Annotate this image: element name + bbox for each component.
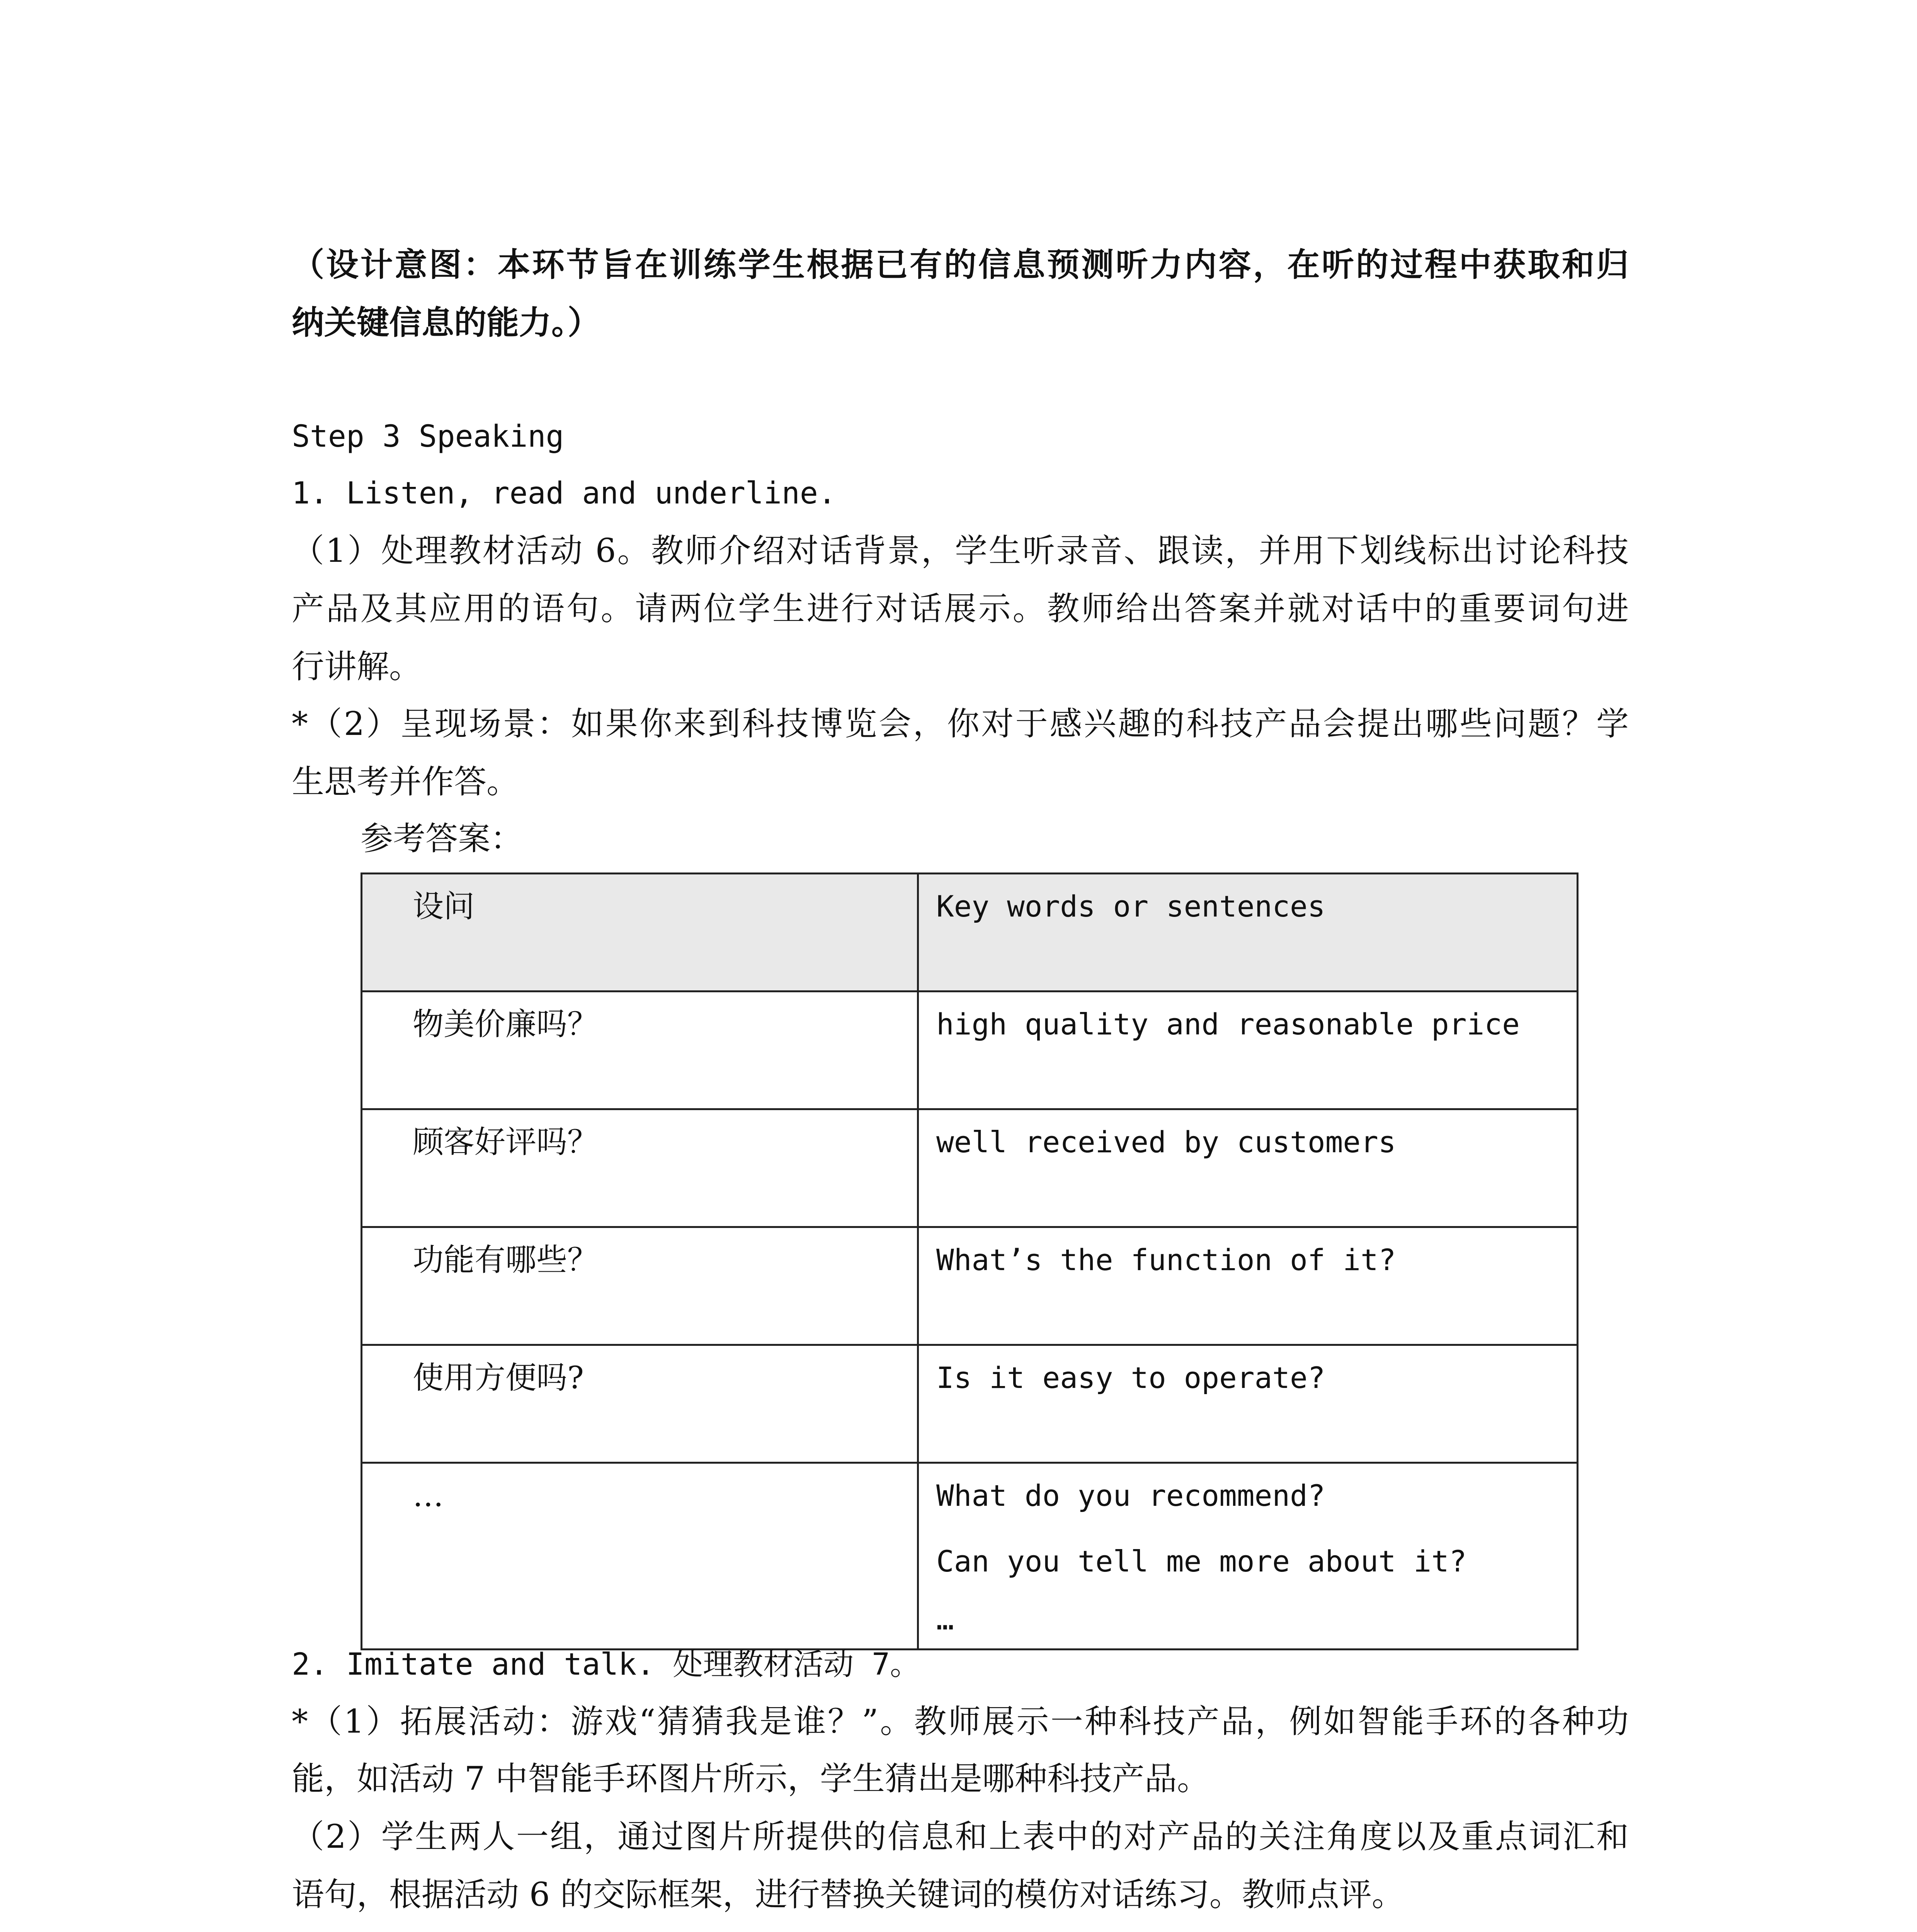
table-cell-question: 功能有哪些？ [362,1227,918,1345]
item1-paragraph2-line2: 生思考并作答。 [292,763,519,801]
table-cell-answer: high quality and reasonable price [918,992,1578,1109]
reference-answer-label: 参考答案： [361,820,523,857]
table-cell-question: 物美价廉吗？ [362,992,918,1109]
table-cell-question: … [362,1463,918,1650]
table-cell-answer: What do you recommend? Can you tell me more about it? … [918,1463,1578,1650]
item2-paragraph2-line1: （2）学生两人一组，通过图片所提供的信息和上表中的对产品的关注角度以及重点词汇和 [292,1818,1629,1855]
design-intent-line-2: 纳关键信息的能力。） [292,303,600,342]
table-row [362,1463,1578,1650]
table-cell-question: 顾客好评吗？ [362,1109,918,1227]
item1-paragraph1-line2: 产品及其应用的语句。请两位学生进行对话展示。教师给出答案并就对话中的重要词句进 [292,590,1629,628]
table-cell-answer: Is it easy to operate? [918,1345,1578,1463]
design-intent-line-1: （设计意图：本环节旨在训练学生根据已有的信息预测听力内容，在听的过程中获取和归 [292,245,1629,284]
item2-paragraph1-line2: 能，如活动 7 中智能手环图片所示，学生猜出是哪种科技产品。 [292,1760,1209,1798]
item1-paragraph1-line3: 行讲解。 [292,648,422,685]
item1-paragraph1-line1: （1）处理教材活动 6。教师介绍对话背景，学生听录音、跟读，并用下划线标出讨论科技 [292,532,1629,570]
table-header-row [362,874,1578,992]
table-row [362,1227,1578,1345]
table-row [362,1345,1578,1463]
reference-answer-table [361,872,1579,1650]
table-header-question: 设问 [362,874,918,992]
item2-paragraph1-line1: *（1）拓展活动：游戏“猜猜我是谁？”。教师展示一种科技产品，例如智能手环的各种功 [292,1702,1629,1740]
table-cell-answer: well received by customers [918,1109,1578,1227]
item1-title: 1. Listen, read and underline. [292,476,836,511]
reference-answer-label-2 [361,1930,523,1932]
item2-paragraph2-line2: 语句，根据活动 6 的交际框架，进行替换关键词的模仿对话练习。教师点评。 [292,1876,1404,1913]
item1-paragraph2-line1: *（2）呈现场景：如果你来到科技博览会，你对于感兴趣的科技产品会提出哪些问题？学 [292,705,1629,743]
step-title: Step 3 Speaking [292,419,564,454]
table-row [362,1109,1578,1227]
table-row [362,992,1578,1109]
table-header-answer: Key words or sentences [918,874,1578,992]
table-cell-question: 使用方便吗? [362,1345,918,1463]
item2-title: 2. Imitate and talk. 处理教材活动 7。 [292,1647,920,1682]
table-cell-answer: What’s the function of it? [918,1227,1578,1345]
